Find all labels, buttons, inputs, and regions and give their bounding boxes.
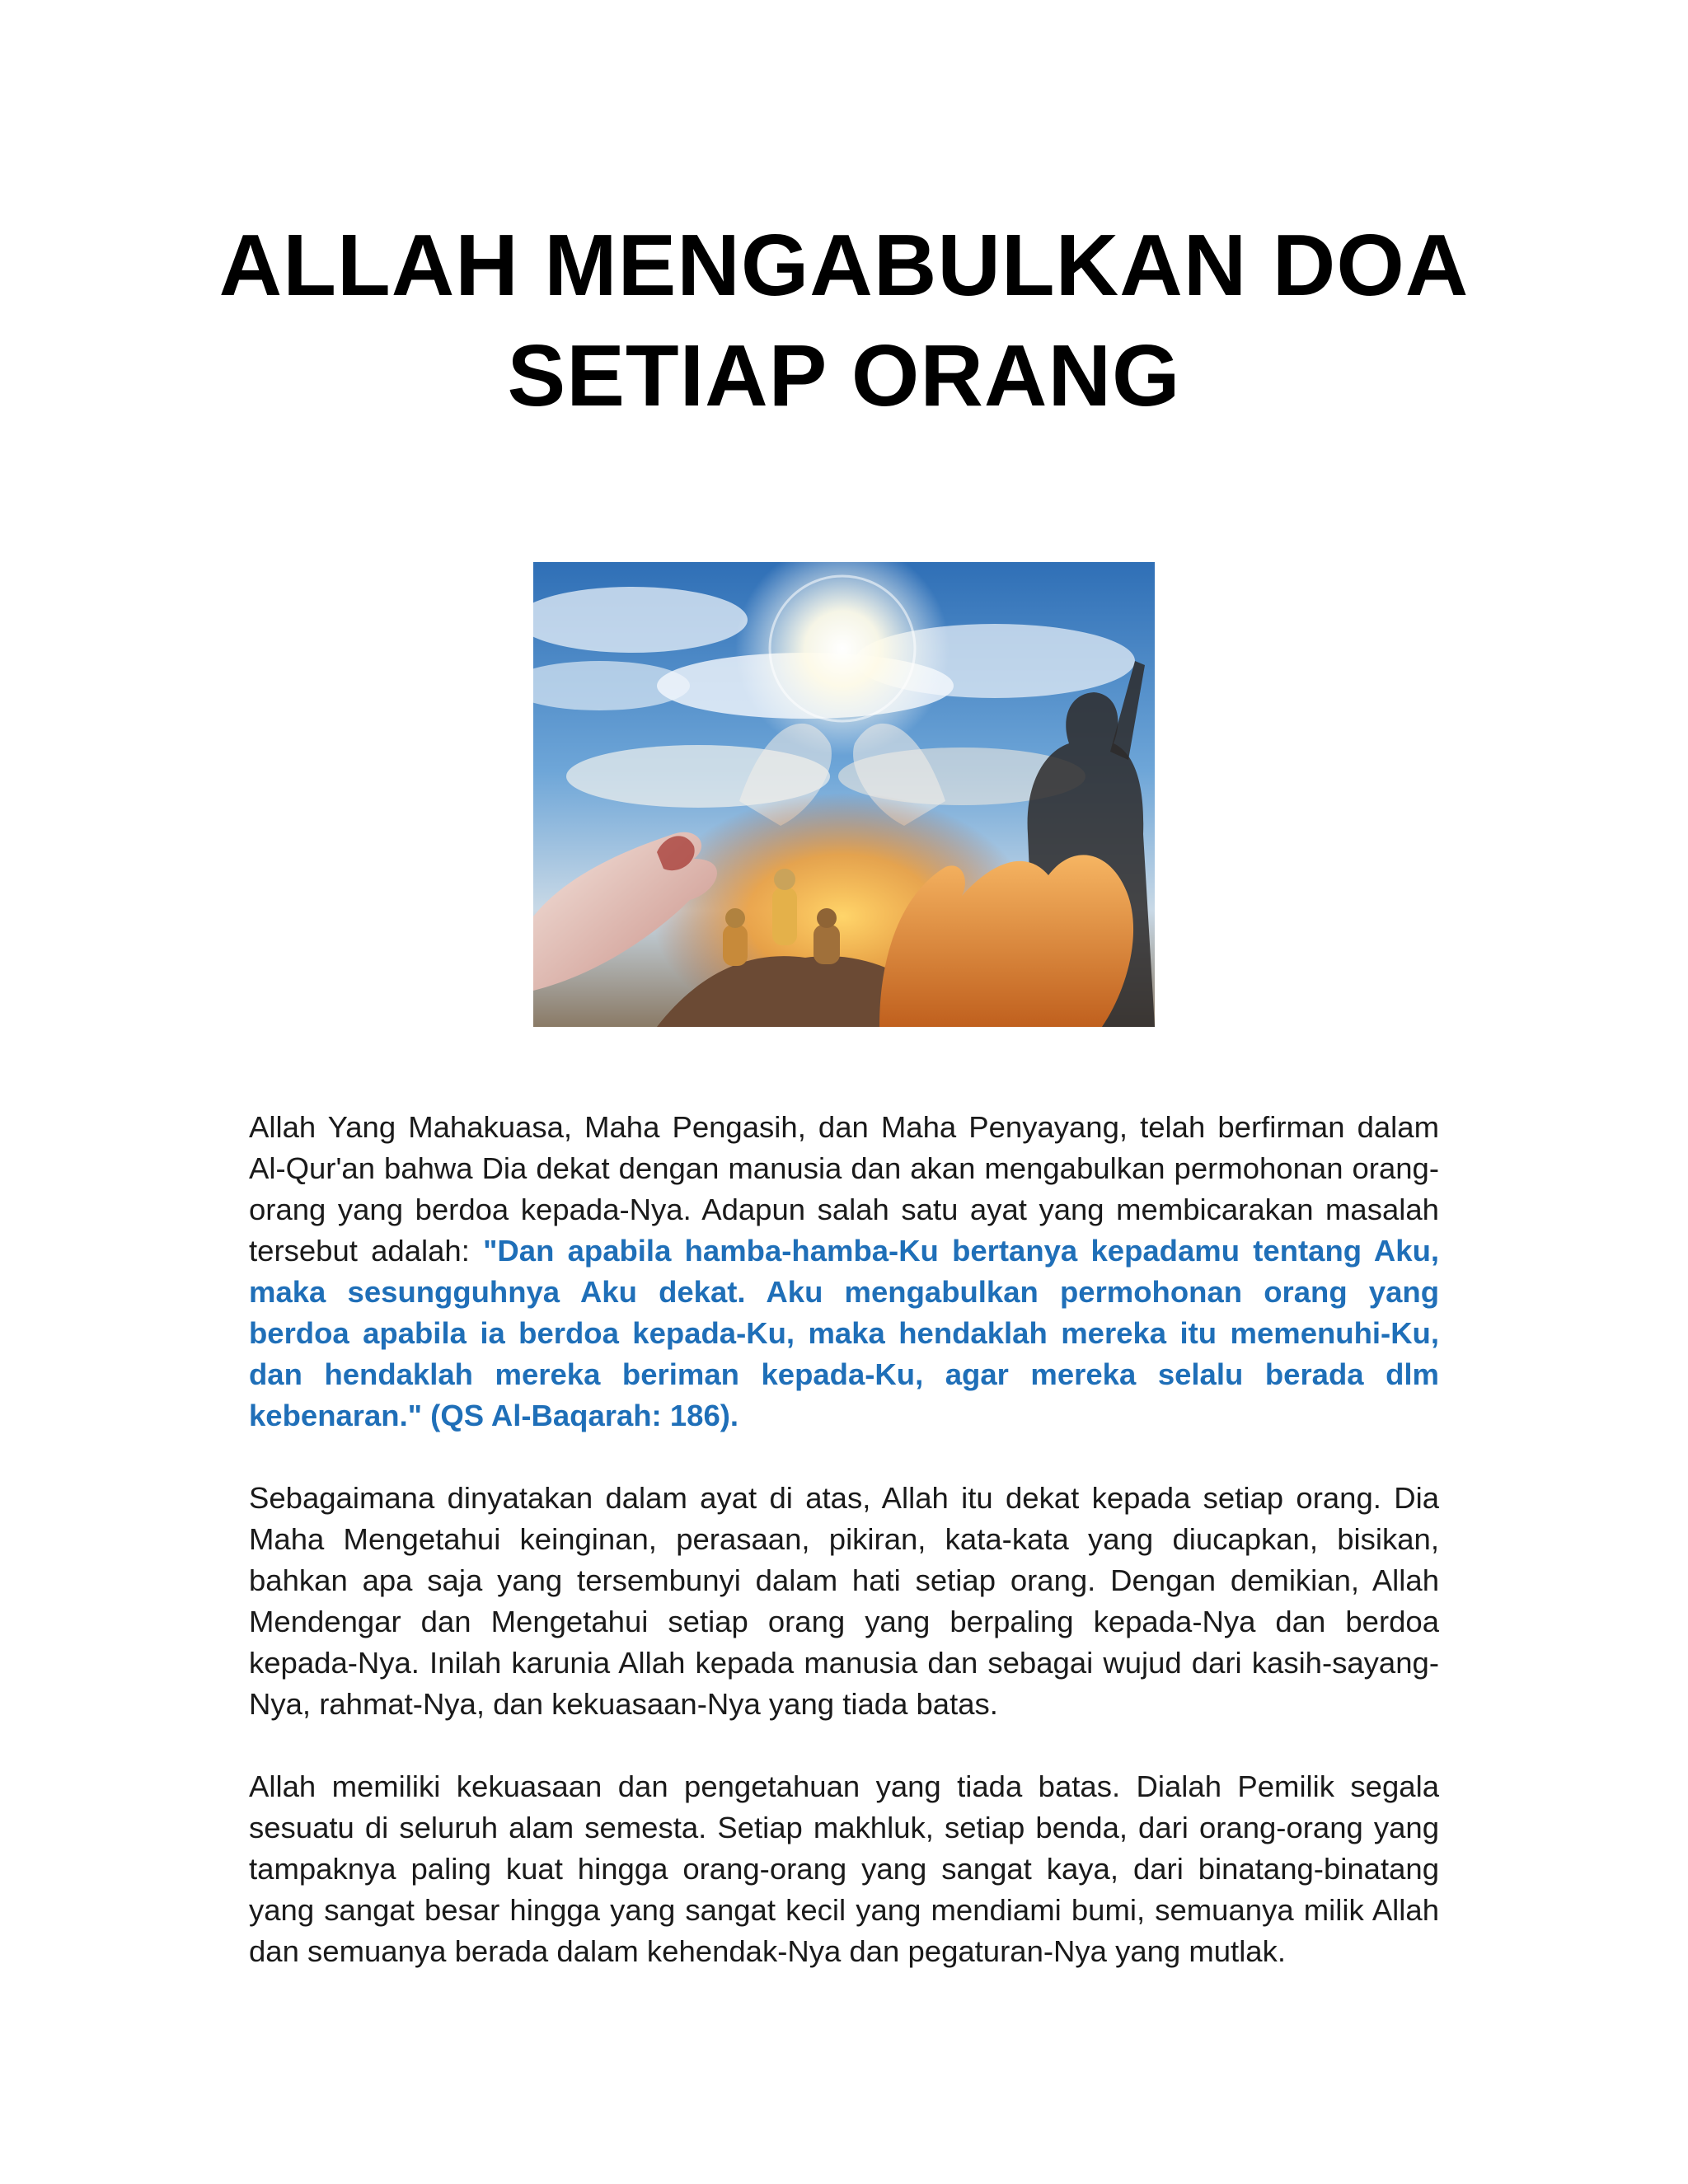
page-title [0,210,1688,431]
paragraph-2: Sebagaimana dinyatakan dalam ayat di atas, Allah itu dekat kepada setiap orang. Dia Maha Mengetahui keinginan, perasaan, pikiran, kata-kata yang diucapkan, bisikan, bahkan apa saja yang tersembunyi dalam hati setiap orang. Dengan demikian, Allah Mendengar dan Mengetahui setiap orang yang berpaling kepada-Nya dan berdoa kepada-Nya. Inilah karunia Allah kepada manusia dan sebagai wujud dari kasih-sayang-Nya, rahmat-Nya, dan kekuasaan-Nya yang tiada batas. [249,1481,1439,1721]
page-title-line-2: SETIAP ORANG [507,327,1181,424]
paragraph-1 [249,1107,1439,1436]
paragraph-3: Allah memiliki kekuasaan dan pengetahuan yang tiada batas. Dialah Pemilik segala sesuatu di seluruh alam semesta. Setiap makhluk, setiap benda, dari orang-orang yang tampaknya paling kuat hingga orang-orang yang sangat kaya, dari binatang-binatang yang sangat besar hingga yang sangat kecil yang mendiami bumi, semuanya milik Allah dan semuanya berada dalam kehendak-Nya dan pegaturan-Nya yang mutlak. [249,1769,1439,1968]
prayer-illustration [533,562,1155,1027]
page-title-line-1: ALLAH MENGABULKAN DOA [218,217,1470,314]
article-body [249,1107,1439,2013]
paragraph-1-intro: Allah Yang Mahakuasa, Maha Pengasih, dan Maha Penyayang, telah berfirman dalam Al-Qur'an bahwa Dia dekat dengan manusia dan akan mengabulkan permohonan orang-orang yang berdoa kepada-Nya. Adapun salah satu ayat yang membicarakan masalah tersebut adalah: [249,1110,1439,1268]
quran-quote: "Dan apabila hamba-hamba-Ku bertanya kepadamu tentang Aku, maka sesungguhnya Aku dekat. Aku mengabulkan permohonan orang yang berdoa apabila ia berdoa kepada-Ku, maka hendaklah mereka itu memenuhi-Ku, dan hendaklah mereka beriman kepada-Ku, agar mereka selalu berada dlm kebenaran." (QS Al-Baqarah: 186). [249,1234,1440,1432]
